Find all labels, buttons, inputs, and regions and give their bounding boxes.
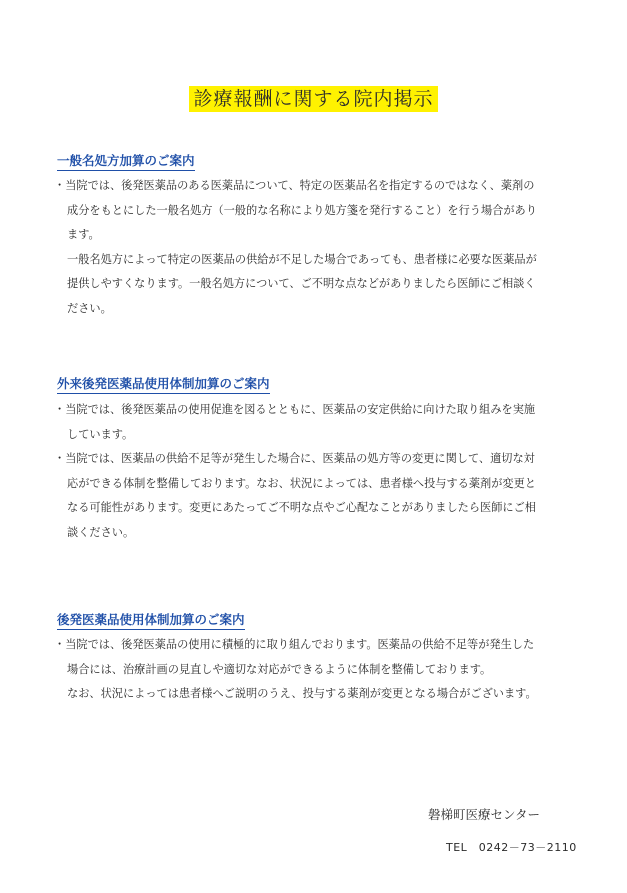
section-body-generic-system — [54, 633, 564, 707]
text-line: ・当院では、後発医薬品のある医薬品について、特定の医薬品名を指定するのではなく、薬剤の — [54, 179, 535, 192]
page-title-text: 診療報酬に関する院内掲示 — [189, 86, 437, 112]
text-line: 談ください。 — [67, 525, 135, 539]
text-line: ・当院では、後発医薬品の使用に積極的に取り組んでおります。医薬品の供給不足等が発生した — [54, 638, 535, 651]
section-heading-generic-system: 後発医薬品使用体制加算のご案内 — [57, 610, 245, 630]
text-line: 一般名処方によって特定の医薬品の供給が不足した場合であっても、患者様に必要な医薬品が — [67, 252, 537, 266]
organization-name: 磐梯町医療センター — [428, 807, 541, 822]
text-line: ます。 — [67, 228, 100, 242]
text-line: なお、状況によっては患者様へご説明のうえ、投与する薬剤が変更となる場合がございます。 — [67, 687, 537, 701]
section-heading-generic-prescription: 一般名処方加算のご案内 — [57, 151, 195, 171]
section-heading-outpatient-generic: 外来後発医薬品使用体制加算のご案内 — [57, 374, 270, 394]
text-line: 場合には、治療計画の見直しや適切な対応ができるように体制を整備しております。 — [67, 662, 492, 676]
text-line: なる可能性があります。変更にあたってご不明な点やご心配なことがありましたら医師にご相 — [67, 501, 536, 515]
section-body-generic-prescription — [54, 174, 564, 322]
text-line: 成分をもとにした一般名処方（一般的な名称により処方箋を発行すること）を行う場合があり — [67, 203, 537, 217]
text-line: ・当院では、後発医薬品の使用促進を図るとともに、医薬品の安定供給に向けた取り組みを実施 — [54, 403, 536, 416]
text-line: ・当院では、医薬品の供給不足等が発生した場合に、医薬品の処方等の変更に関して、適切な対 — [54, 452, 535, 466]
telephone-number: TEL 0242－73－2110 — [446, 841, 577, 854]
section-body-outpatient-generic — [54, 398, 564, 546]
text-line: 提供しやすくなります。一般名処方について、ご不明な点などがありましたら医師にご相談く — [67, 277, 536, 291]
text-line: ださい。 — [67, 301, 112, 315]
page-title — [0, 84, 627, 111]
text-line: しています。 — [67, 427, 134, 441]
text-line: 応ができる体制を整備しております。なお、状況によっては、患者様へ投与する薬剤が変更と — [67, 476, 536, 490]
